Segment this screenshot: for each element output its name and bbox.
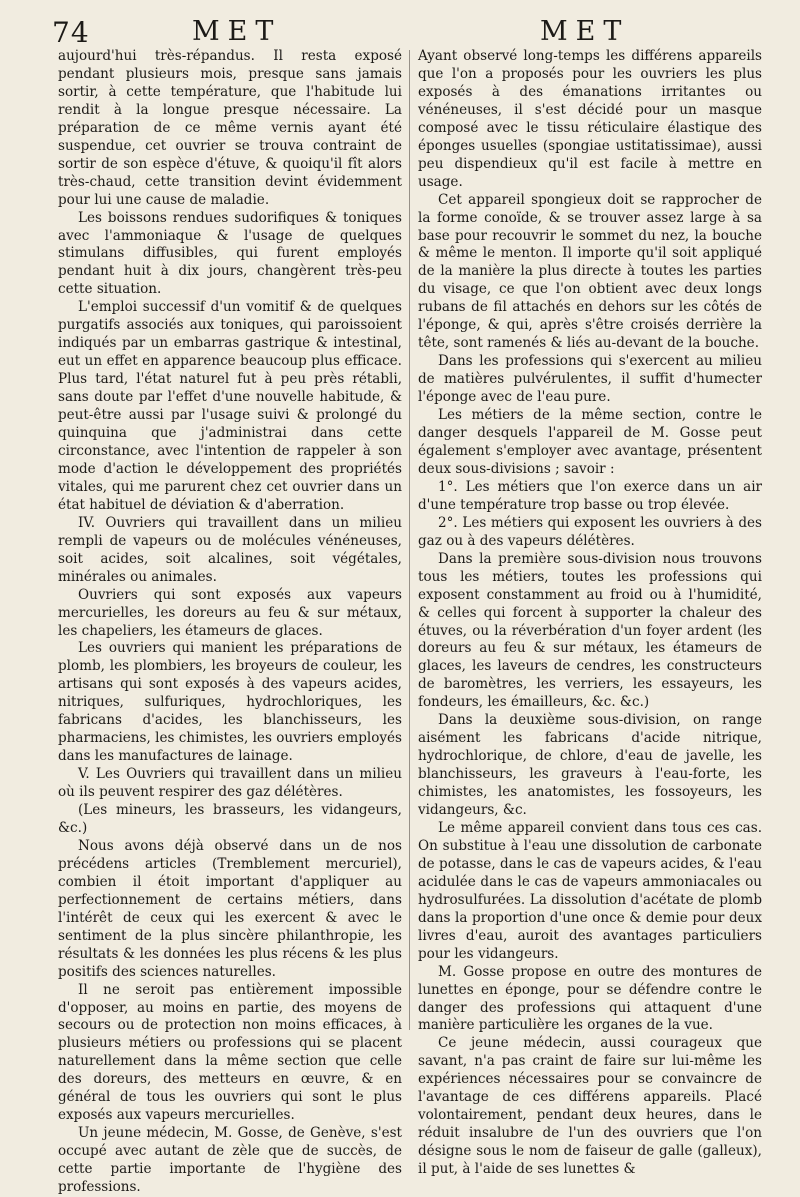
paragraph: Ce jeune médecin, aussi courageux que savant, n'a pas craint de faire sur lui-même les expériences nécessaires pour se convaincre de l'avantage de ces différens appareils. Placé volontairement, pendant deux heures, dans le réduit insalubre de l'un des ouvriers que l'on désigne sous le nom de faiseur de galle (galleux), il put, à l'aide de ses lunettes &	[418, 1035, 762, 1178]
section-heading: V. Les Ouvriers qui travaillent dans un milieu où ils peuvent respirer des gaz délétères.	[58, 766, 402, 801]
paragraph: Il ne seroit pas entièrement impossible d'opposer, au moins en partie, des moyens de secours ou de protection non moins efficaces, à plusieurs métiers ou professions qui se placent naturellement dans la même section que celle des doreurs, des metteurs en œuvre, & en général de tous les ouvriers qui sont le plus exposés aux vapeurs mercurielles.	[58, 981, 402, 1124]
paragraph: (Les mineurs, les brasseurs, les vidangeurs, &c.)	[58, 802, 402, 836]
paragraph: Dans la première sous-division nous trouvons tous les métiers, toutes les professions qui exposent constamment au froid ou à l'humidité, & celles qui forcent à supporter la chaleur des étuves, ou la réverbération d'un foyer ardent (les doreurs au feu & sur métaux, les étameurs de glaces, les laveurs de cendres, les constructeurs de baromètres, les verriers, les essayeurs, les fondeurs, les émailleurs, &c. &c.)	[418, 550, 762, 711]
paragraph: M. Gosse propose en outre des montures de lunettes en éponge, pour se défendre contre le danger des professions qui attaquent d'une manière particulière les organes de la vue.	[418, 963, 762, 1034]
paragraph: Ouvriers qui sont exposés aux vapeurs mercurielles, les doreurs au feu & sur métaux, les chapeliers, les étameurs de glaces.	[58, 586, 402, 639]
paragraph: Les ouvriers qui manient les préparations de plomb, les plombiers, les broyeurs de couleur, les artisans qui sont exposés à des vapeurs acides, nitriques, sulfuriques, hydrochloriques, les fabricans d'acides, les blanchisseurs, les pharmaciens, les chimistes, les ouvriers employés dans les manufactures de lainage.	[58, 640, 402, 765]
right-column	[418, 48, 762, 1179]
left-column	[58, 48, 402, 1197]
paragraph: Les boissons rendues sudorifiques & toniques avec l'ammoniaque & l'usage de quelques stimulans diffusibles, qui furent employés pendant huit à dix jours, changèrent très-peu cette situation.	[58, 209, 402, 298]
paragraph: L'emploi successif d'un vomitif & de quelques purgatifs associés aux toniques, qui paroissoient indiqués par un embarras gastrique & intestinal, eut un effet en apparence beaucoup plus efficace. Plus tard, l'état naturel fut à peu près rétabli, sans doute par l'effet d'une nouvelle habitude, & peut-être aussi par l'usage suivi & prolongé du quinquina que j'administrai dans cette circonstance, avec l'intention de rappeler à son mode d'action le développement des propriétés vitales, qui me parurent chez cet ouvrier dans un état habituel de déviation & d'aberration.	[58, 299, 402, 513]
paragraph: Ayant observé long-temps les différens appareils que l'on a proposés pour les ouvriers les plus exposés à des émanations irritantes ou vénéneuses, il s'est décidé pour un masque composé avec le tissu réticulaire élastique des éponges usuelles (spongiae ustitatissimae), aussi peu dispendieux qu'il est facile à mettre en usage.	[418, 48, 762, 190]
paragraph: Dans la deuxième sous-division, on range aisément les fabricans d'acide nitrique, hydrochlorique, de chlore, d'eau de javelle, les blanchisseurs, les graveurs à l'eau-forte, les chimistes, les anatomistes, les fossoyeurs, les vidangeurs, &c.	[418, 712, 762, 819]
paragraph: aujourd'hui très-répandus. Il resta exposé pendant plusieurs mois, presque sans jamais sortir, à cette température, que l'habitude lui rendit à la longue presque nécessaire. La préparation de ce même vernis ayant été suspendue, cet ouvrier se trouva contraint de sortir de son espèce d'étuve, & quoiqu'il fît alors très-chaud, cette transition devint évidemment pour lui une cause de maladie.	[58, 48, 402, 208]
paragraph: Les métiers de la même section, contre le danger desquels l'appareil de M. Gosse peut également s'employer avec avantage, présentent deux sous-divisions ; savoir :	[418, 407, 762, 477]
column-divider	[409, 50, 410, 1030]
section-heading: IV. Ouvriers qui travaillent dans un milieu rempli de vapeurs ou de molécules vénéneuses, soit acides, soit alcalines, soit végétales, minérales ou animales.	[58, 514, 402, 585]
running-head-right: MET	[540, 16, 630, 47]
paragraph: Nous avons déjà observé dans un de nos précédens articles (Tremblement mercuriel), combien il étoit important d'appliquer au perfectionnement de certains métiers, dans l'intérêt de ceux qui les exercent & avec le sentiment de la plus sincère philanthropie, les résultats & les données les plus récens & les plus positifs des sciences naturelles.	[58, 837, 402, 980]
paragraph: Un jeune médecin, M. Gosse, de Genève, s'est occupé avec autant de zèle que de succès, de cette partie importante de l'hygiène des professions.	[58, 1125, 402, 1196]
running-head-left: MET	[192, 16, 282, 47]
paragraph: Cet appareil spongieux doit se rapprocher de la forme conoïde, & se trouver assez large à sa base pour recouvrir le sommet du nez, la bouche & même le menton. Il importe qu'il soit appliqué de la manière la plus directe à toutes les parties du visage, ce que l'on obtient avec deux longs rubans de fil attachés en dehors sur les côtés de l'éponge, & qui, après s'être croisés derrière la tête, sont ramenés & liés au-devant de la bouche.	[418, 191, 762, 352]
page-number: 74	[52, 16, 90, 49]
paragraph: Le même appareil convient dans tous ces cas. On substitue à l'eau une dissolution de carbonate de potasse, dans le cas de vapeurs acides, & l'eau acidulée dans le cas de vapeurs ammoniacales ou hydrosulfurées. La dissolution d'acétate de plomb dans la proportion d'une once & demie pour deux livres d'eau, auroit des avantages particuliers pour les vidangeurs.	[418, 819, 762, 962]
list-item: 2°. Les métiers qui exposent les ouvriers à des gaz ou à des vapeurs délétères.	[418, 514, 762, 549]
paragraph: Dans les professions qui s'exercent au milieu de matières pulvérulentes, il suffit d'humecter l'éponge avec de l'eau pure.	[418, 353, 762, 406]
list-item: 1°. Les métiers que l'on exerce dans un air d'une température trop basse ou trop élevée.	[418, 478, 762, 513]
